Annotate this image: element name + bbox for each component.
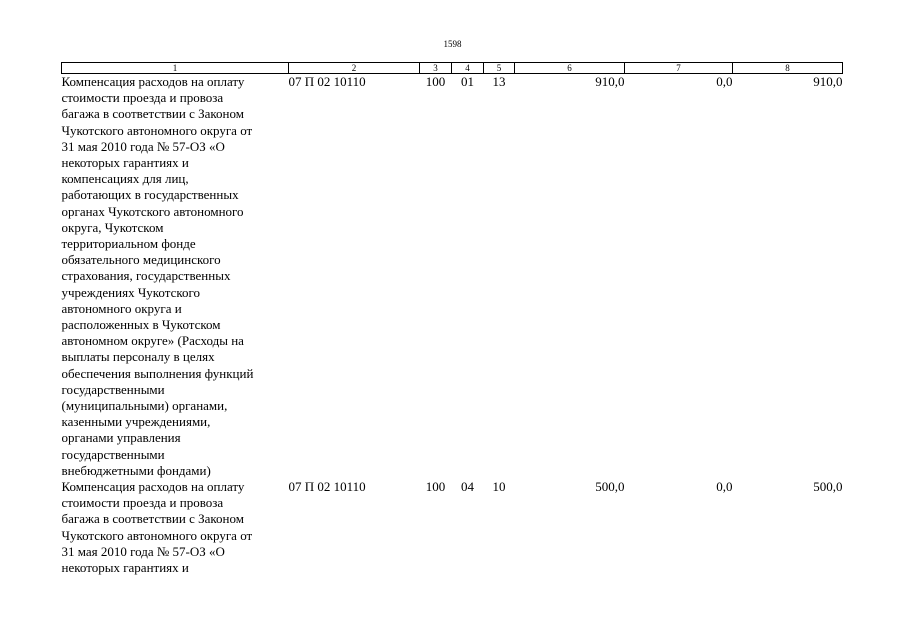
header-col-4: 4 [452, 63, 484, 74]
budget-table [61, 62, 843, 576]
header-col-8: 8 [733, 63, 843, 74]
row-col7: 0,0 [716, 74, 733, 89]
row-col5: 10 [492, 479, 506, 495]
table-row [62, 479, 843, 576]
row-col3: 100 [425, 74, 446, 89]
header-col-2: 2 [289, 63, 420, 74]
row-col8: 910,0 [813, 74, 843, 89]
header-col-6: 6 [515, 63, 625, 74]
row-col7: 0,0 [716, 479, 733, 495]
row-col4: 01 [461, 74, 474, 89]
header-col-3: 3 [420, 63, 452, 74]
row-col4: 04 [461, 479, 474, 495]
header-col-1: 1 [62, 63, 289, 74]
row-target-code: 07 П 02 10110 [288, 74, 366, 89]
header-row [62, 63, 843, 74]
row-col6: 500,0 [595, 479, 625, 495]
row-description: Компенсация расходов на оплату стоимости проезда и провоза багажа в соответствии с Законом Чукотского автономного округа от 31 мая 2010 года № 57-ОЗ «О некоторых гарантиях и компенсациях для лиц, работающих в государственных органах Чукотского автономного округа, Чукотском территориальном фонде обязательного медицинского страхования, государственных учреждениях Чукотского автономного округа и расположенных в Чукотском автономном округе» (Расходы на выплаты персоналу в целях обеспечения выполнения функций государственными (муниципальными) органами, казенными учреждениями, органами управления государственными внебюджетными фондами) [61, 74, 254, 478]
table-row [62, 74, 843, 480]
page-number: 1598 [443, 39, 462, 49]
row-col3: 100 [425, 479, 446, 495]
row-col6: 910,0 [595, 74, 625, 89]
row-description: Компенсация расходов на оплату стоимости проезда и провоза багажа в соответствии с Законом Чукотского автономного округа от 31 мая 2010 года № 57-ОЗ «О некоторых гарантиях и [61, 479, 253, 576]
header-col-5: 5 [484, 63, 515, 74]
header-col-7: 7 [625, 63, 733, 74]
row-col8: 500,0 [813, 479, 843, 495]
row-target-code: 07 П 02 10110 [288, 479, 366, 495]
row-col5: 13 [492, 74, 506, 89]
